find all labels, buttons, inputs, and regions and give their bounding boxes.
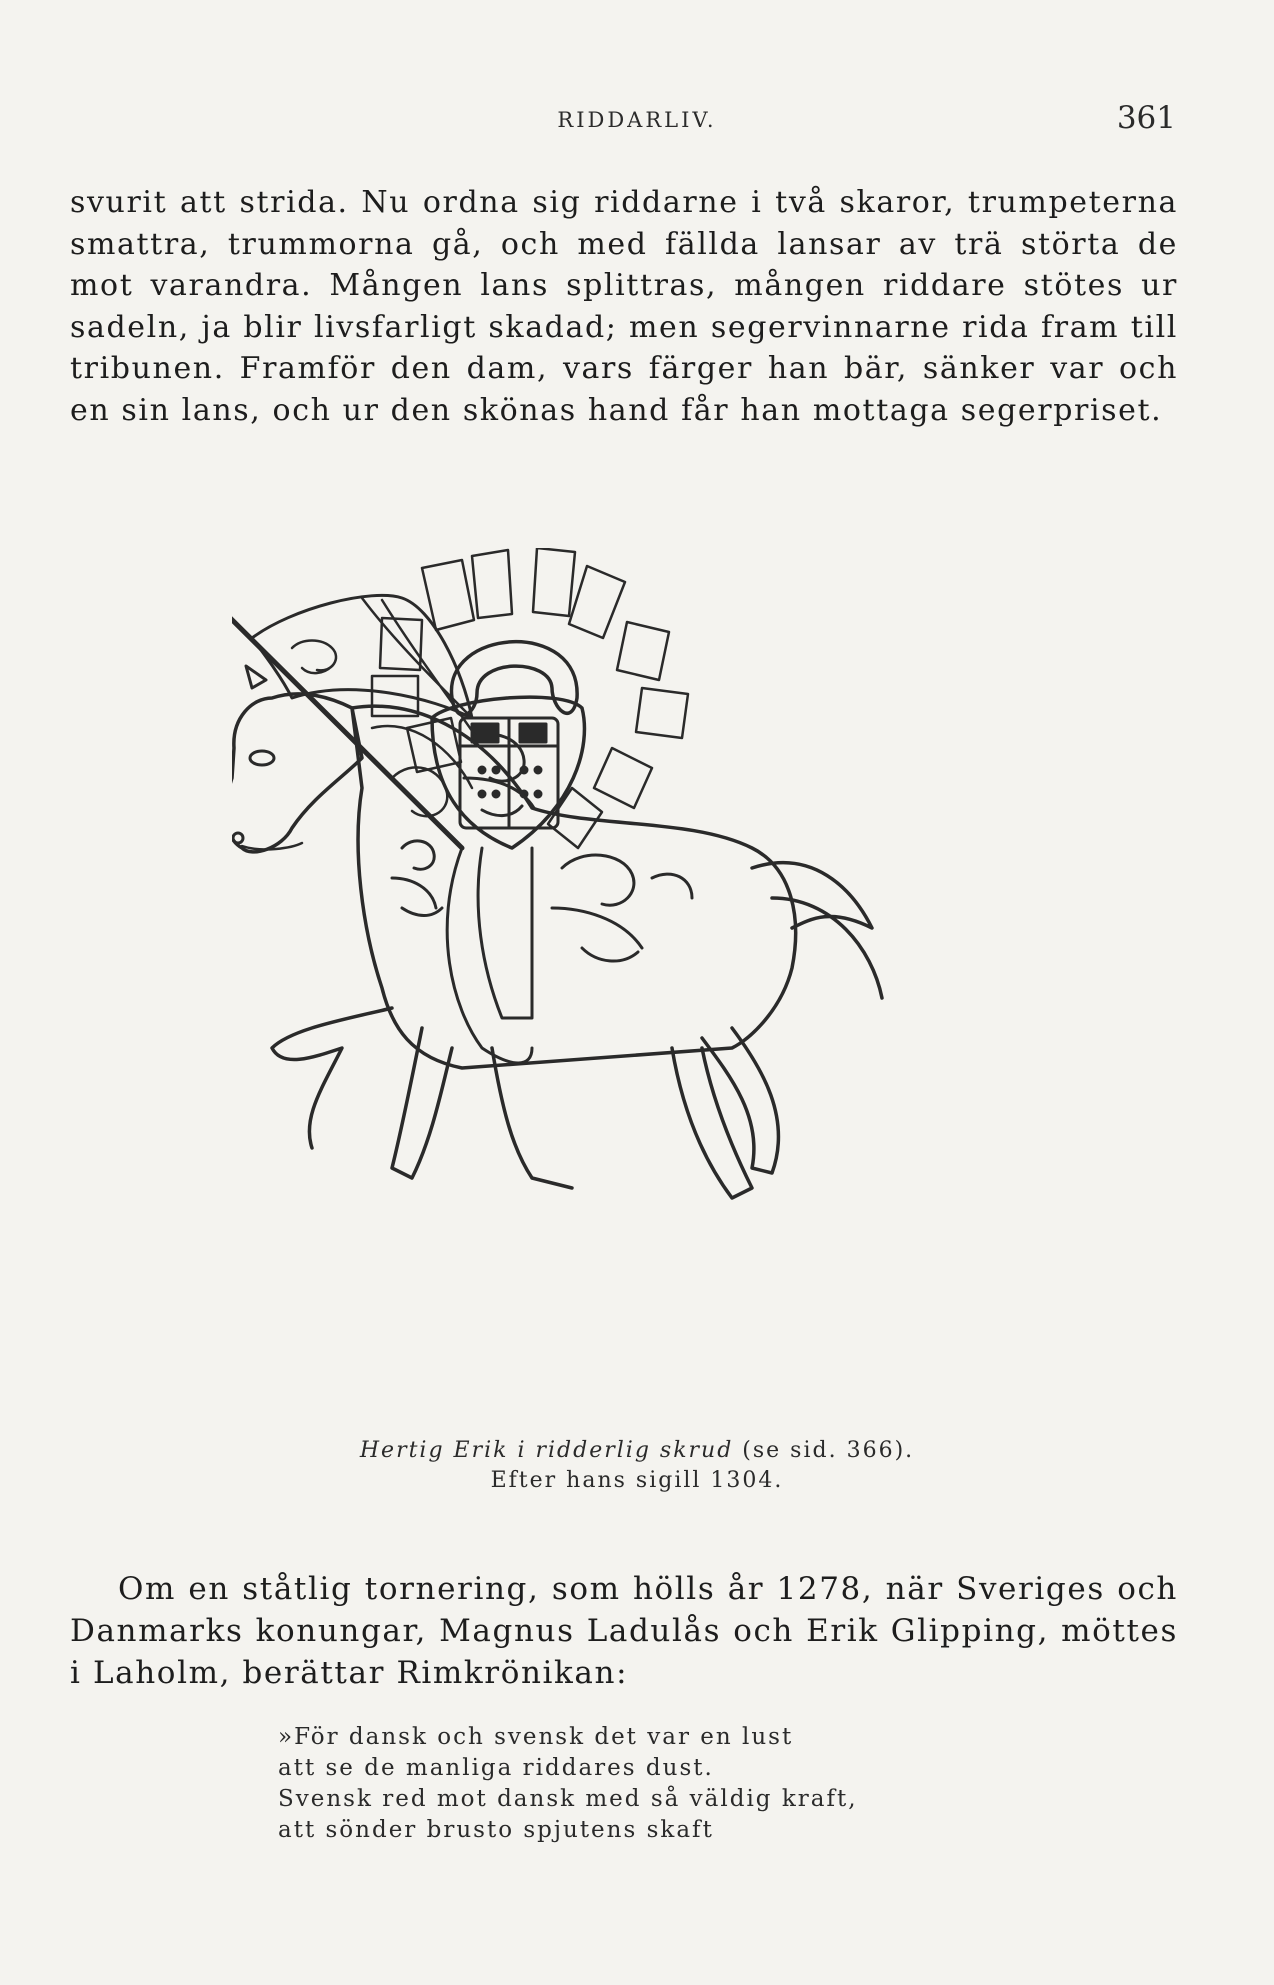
verse-quote <box>278 1722 1038 1846</box>
verse-line: »För dansk och svensk det var en lust <box>278 1724 794 1750</box>
caption-title: Hertig Erik i ridderlig skrud <box>359 1438 734 1463</box>
paragraph-tournament: svurit att strida. Nu ordna sig riddarne i två skaror, trumpeterna smattra, trummorna gå, och med fällda lansar av trä störta de mot varandra. Mången lans splittras, mången riddare stötes ur sadeln, ja blir livsfarligt skadad; men segervinnarne rida fram till tribunen. Framför den dam, vars färger han bär, sänker var och en sin lans, och ur den skönas hand får han mottaga segerpriset. <box>70 185 1178 428</box>
page-number: 361 <box>1116 100 1176 136</box>
verse-line: att se de manliga riddares dust. <box>278 1755 714 1781</box>
caption-reference: (se sid. 366). <box>733 1438 915 1463</box>
figure-caption <box>0 1436 1274 1496</box>
horse-head <box>232 666 362 852</box>
lance-banner <box>232 562 477 848</box>
running-header: RIDDARLIV. <box>557 108 717 132</box>
paragraph-laholm: Om en ståtlig tornering, som hölls år 1278, när Sveriges och Danmarks konungar, Magnus Ladulås och Erik Glipping, möttes i Laholm, berättar Rimkrönikan: <box>70 1571 1178 1691</box>
horse-body <box>352 706 796 1068</box>
knight-illustration <box>232 548 1042 1428</box>
caption-source: Efter hans sigill 1304. <box>490 1468 784 1493</box>
verse-line: att sönder brusto spjutens skaft <box>278 1817 714 1843</box>
verse-line: Svensk red mot dansk med så väldig kraft, <box>278 1786 858 1812</box>
